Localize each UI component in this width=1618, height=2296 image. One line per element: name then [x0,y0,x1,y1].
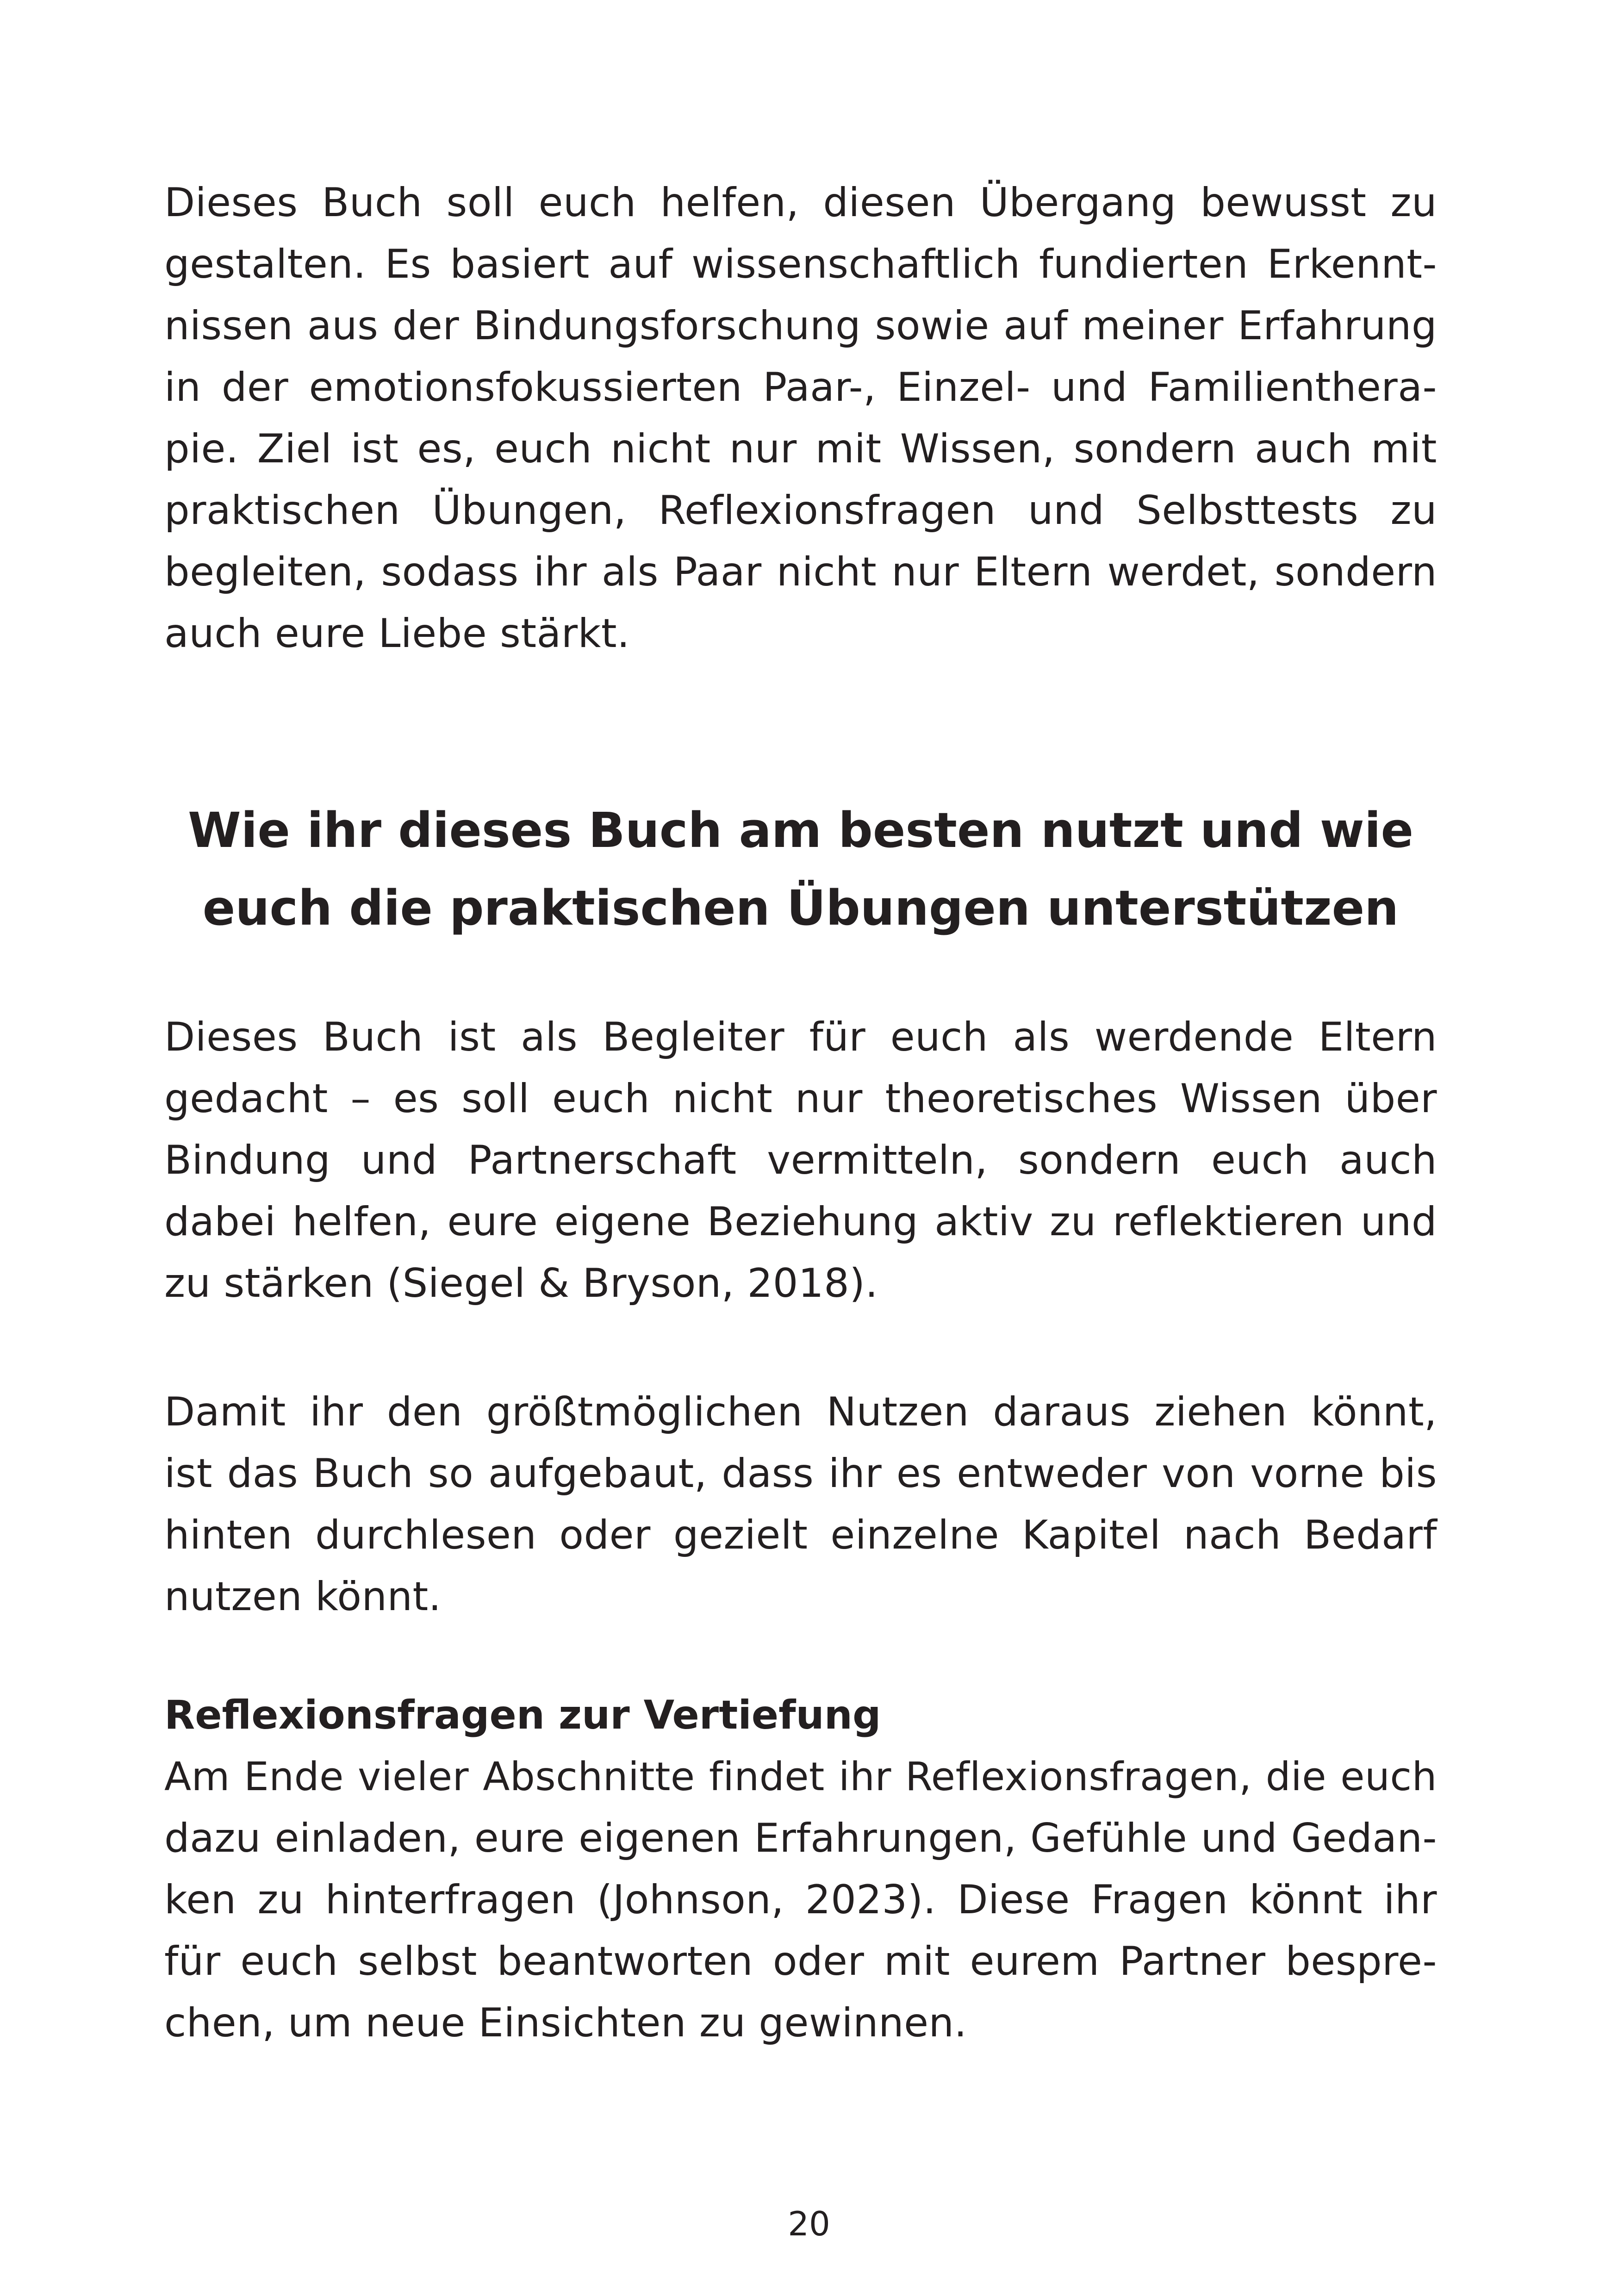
reflection-line: dazu einladen, eure eigenen Erfahrungen, Gefühle und Gedan- [164,1815,1437,1861]
companion-line: zu stärken (Siegel & Bryson, 2018). [164,1260,878,1307]
section-heading-line: Wie ihr dieses Buch am besten nutzt und wie [187,802,1414,859]
companion-paragraph [164,1007,1437,1314]
intro-paragraph [164,172,1437,665]
intro-line: pie. Ziel ist es, euch nicht nur mit Wissen, sondern auch mit [164,426,1437,472]
usage-line: ist das Buch so aufgebaut, dass ihr es entweder von vorne bis [164,1450,1437,1497]
intro-line: begleiten, sodass ihr als Paar nicht nur Eltern werdet, sondern [164,549,1437,595]
reflection-line: ken zu hinterfragen (Johnson, 2023). Diese Fragen könnt ihr [164,1877,1437,1923]
usage-line: nutzen könnt. [164,1574,442,1620]
companion-line: gedacht – es soll euch nicht nur theoretisches Wissen über [164,1076,1437,1122]
reflection-line: für euch selbst beantworten oder mit eurem Partner bespre- [164,1938,1437,1985]
intro-line: gestalten. Es basiert auf wissenschaftlich fundierten Erkennt- [164,241,1437,287]
companion-line: Dieses Buch ist als Begleiter für euch als werdende Eltern [164,1014,1437,1060]
intro-line: nissen aus der Bindungsforschung sowie auf meiner Erfahrung [164,303,1437,349]
intro-line: Dieses Buch soll euch helfen, diesen Übergang bewusst zu [164,180,1437,226]
section-heading-line: euch die praktischen Übungen unterstützen [202,880,1399,936]
companion-line: Bindung und Partnerschaft vermitteln, sondern euch auch [164,1137,1437,1183]
reflection-section [164,1685,1437,2054]
intro-line: praktischen Übungen, Reflexionsfragen und Selbsttests zu [164,487,1437,534]
usage-line: hinten durchlesen oder gezielt einzelne Kapitel nach Bedarf [164,1512,1437,1558]
reflection-line: Am Ende vieler Abschnitte findet ihr Reflexionsfragen, die euch [164,1754,1437,1800]
companion-line: dabei helfen, eure eigene Beziehung aktiv zu reflektieren und [164,1199,1437,1245]
usage-paragraph [164,1381,1437,1628]
intro-line: auch eure Liebe stärkt. [164,610,630,657]
reflection-line: chen, um neue Einsichten zu gewinnen. [164,2000,967,2046]
reflection-subheading: Reflexionsfragen zur Vertiefung [164,1692,881,1738]
usage-line: Damit ihr den größtmöglichen Nutzen daraus ziehen könnt, [164,1389,1437,1435]
section-heading [164,791,1437,947]
page-number: 20 [788,2204,830,2243]
intro-line: in der emotionsfokussierten Paar-, Einzel- und Familienthera- [164,364,1437,411]
